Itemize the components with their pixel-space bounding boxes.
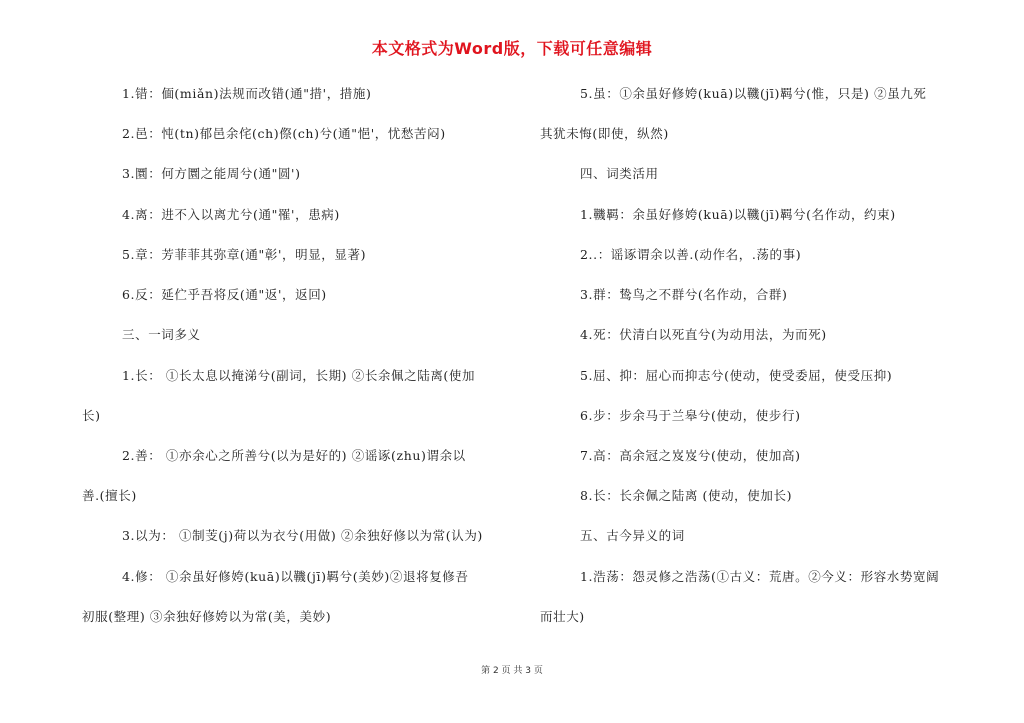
page-number-footer: 第 2 页 共 3 页	[481, 666, 543, 676]
text-line: 8.长：长余佩之陆离 (使动，使加长)	[580, 488, 793, 503]
text-line: 1.鞿羁：余虽好修姱(kuā)以鞿(jī)羁兮(名作动，约束)	[580, 207, 896, 222]
text-line: 5.虽：①余虽好修姱(kuā)以鞿(jī)羁兮(惟，只是) ②虽九死	[580, 86, 927, 101]
text-line: 2.善： ①亦余心之所善兮(以为是好的) ②谣诼(zhu)谓余以	[122, 448, 466, 463]
text-line: 2..：谣诼谓余以善.(动作名，.荡的事)	[580, 247, 802, 262]
text-line: 4.死：伏清白以死直兮(为动用法，为而死)	[580, 327, 827, 342]
text-line: 1.浩荡：怨灵修之浩荡(①古义：荒唐。②今义：形容水势宽阔	[580, 569, 940, 584]
text-line: 其犹未悔(即使，纵然)	[540, 126, 669, 141]
text-line: 而壮大)	[540, 609, 585, 624]
text-line: 初服(整理) ③余独好修姱以为常(美，美妙)	[82, 609, 332, 624]
text-line: 4.修： ①余虽好修姱(kuā)以鞿(jī)羁兮(美妙)②退将复修吾	[122, 569, 469, 584]
section-heading: 三、一词多义	[122, 327, 201, 342]
text-line: 3.群：鸷鸟之不群兮(名作动，合群)	[580, 287, 788, 302]
watermark-banner: 本文格式为Word版，下载可任意编辑	[371, 39, 653, 58]
section-heading: 五、古今异义的词	[580, 528, 685, 543]
text-line: 5.屈、抑：屈心而抑志兮(使动，使受委屈，使受压抑)	[580, 368, 893, 383]
text-line: 善.(擅长)	[82, 488, 137, 503]
text-line: 5.章：芳菲菲其弥章(通"彰'，明显，显著)	[122, 247, 367, 262]
text-line: 3.圜：何方圜之能周兮(通"圆')	[122, 166, 301, 181]
text-line: 6.步：步余马于兰皋兮(使动，使步行)	[580, 408, 801, 423]
text-line: 1.错：偭(miǎn)法规而改错(通"措'，措施)	[122, 86, 372, 101]
text-line: 7.高：高余冠之岌岌兮(使动，使加高)	[580, 448, 801, 463]
text-line: 3.以为： ①制芰(j)荷以为衣兮(用做) ②余独好修以为常(认为)	[122, 528, 483, 543]
text-line: 2.邑：忳(tn)郁邑余侘(ch)傺(ch)兮(通"悒'，忧愁苦闷)	[122, 126, 446, 141]
text-line: 长)	[82, 408, 101, 423]
text-line: 4.离：进不入以离尤兮(通"罹'，患病)	[122, 207, 340, 222]
text-line: 1.长： ①长太息以掩涕兮(副词，长期) ②长余佩之陆离(使加	[122, 368, 476, 383]
section-heading: 四、词类活用	[580, 166, 659, 181]
text-line: 6.反：延伫乎吾将反(通"返'，返回)	[122, 287, 327, 302]
